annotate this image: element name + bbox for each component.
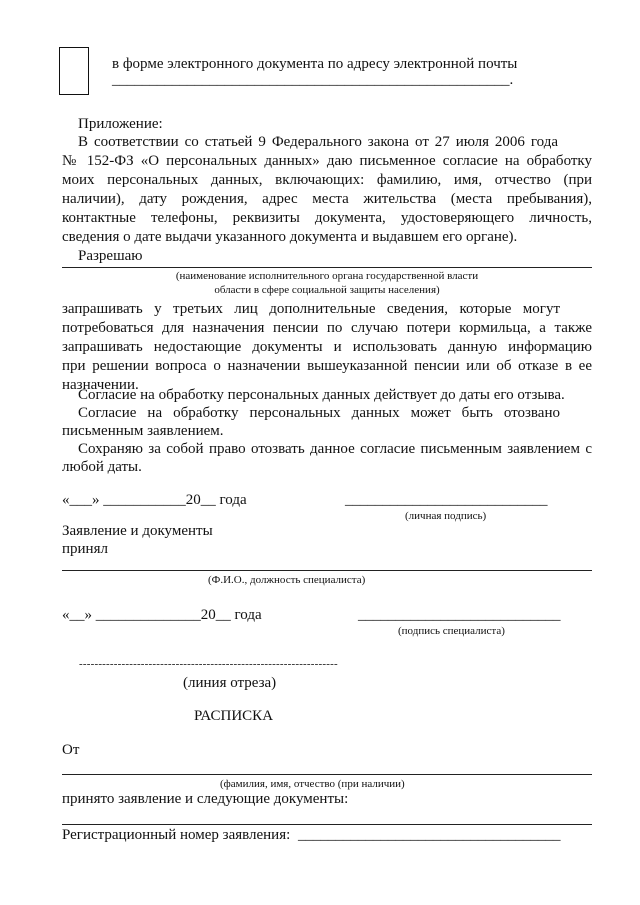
cut-caption: (линия отреза) <box>183 675 277 691</box>
request-paragraph <box>62 300 592 395</box>
consent-paragraph <box>62 133 592 247</box>
authority-caption-1: (наименование исполнительного органа государственной власти <box>175 270 479 282</box>
reg-number-blank: ___________________________________ <box>298 827 561 843</box>
receipt-title: РАСПИСКА <box>194 708 274 724</box>
authority-caption-2: области в сфере социальной защиты населения) <box>214 284 440 296</box>
specialist-name-line <box>62 570 592 571</box>
specialist-date: «__» ______________20__ года <box>62 607 262 623</box>
reserve-text-2: любой даты. <box>62 459 142 475</box>
consent-line: № 152-ФЗ «О персональных данных» даю письменное согласие на обработку <box>62 153 592 169</box>
specialist-sign-caption: (подпись специалиста) <box>398 625 505 637</box>
consent-line: сведения о дате выдачи указанного документа и выдавшем его органе). <box>62 229 518 245</box>
revoke-text-2: письменным заявлением. <box>62 423 224 439</box>
reg-number-label: Регистрационный номер заявления: <box>62 827 291 843</box>
applicant-date: «___» ___________20__ года <box>62 492 247 508</box>
cut-line: ------------------------------------------------------------------- <box>79 658 338 670</box>
accepted-label-1: Заявление и документы <box>62 523 213 539</box>
applicant-sign-caption: (личная подпись) <box>405 510 487 522</box>
applicant-sign-blank: ___________________________ <box>345 492 548 508</box>
receipt-docs-label: принято заявление и следующие документы: <box>62 791 349 807</box>
validity-text: Согласие на обработку персональных данных действует до даты его отзыва. <box>78 387 565 403</box>
appendix-heading: Приложение: <box>78 116 163 132</box>
email-option-label: в форме электронного документа по адресу электронной почты <box>112 56 518 72</box>
receipt-name-line <box>62 774 592 775</box>
email-address-blank: _____________________________________________________. <box>112 72 514 88</box>
revoke-text-1: Согласие на обработку персональных данных может быть отозвано <box>78 405 560 421</box>
request-line: запрашивать недостающие документы и использовать данную информацию <box>62 339 592 355</box>
accepted-label-2: принял <box>62 541 108 557</box>
allow-label: Разрешаю <box>78 248 143 264</box>
request-line: запрашивать у третьих лиц дополнительные сведения, которые могут <box>62 301 560 317</box>
consent-line: моих персональных данных, включающих: фамилию, имя, отчество (при <box>62 172 592 188</box>
consent-line: контактные телефоны, реквизиты документа, удостоверяющего личность, <box>62 210 592 226</box>
receipt-docs-line <box>62 824 592 825</box>
request-line: назначении. <box>62 377 139 393</box>
request-line: при решении вопроса о назначении вышеуказанной пенсии или об отказе в ее <box>62 358 592 374</box>
authority-name-line <box>62 267 592 268</box>
specialist-sign-blank: ___________________________ <box>358 607 561 623</box>
consent-line: В соответствии со статьей 9 Федерального закона от 27 июля 2006 года <box>78 134 558 150</box>
receipt-from-label: От <box>62 742 80 758</box>
request-line: потребоваться для назначения пенсии по случаю потери кормильца, а также <box>62 320 592 336</box>
consent-line: наличии), дату рождения, адрес места жительства (места пребывания), <box>62 191 592 207</box>
email-option-checkbox[interactable] <box>59 47 89 95</box>
receipt-name-caption: (фамилия, имя, отчество (при наличии) <box>220 778 405 790</box>
reserve-text-1: Сохраняю за собой право отозвать данное согласие письменным заявлением с <box>78 441 592 457</box>
specialist-name-caption: (Ф.И.О., должность специалиста) <box>208 574 366 586</box>
